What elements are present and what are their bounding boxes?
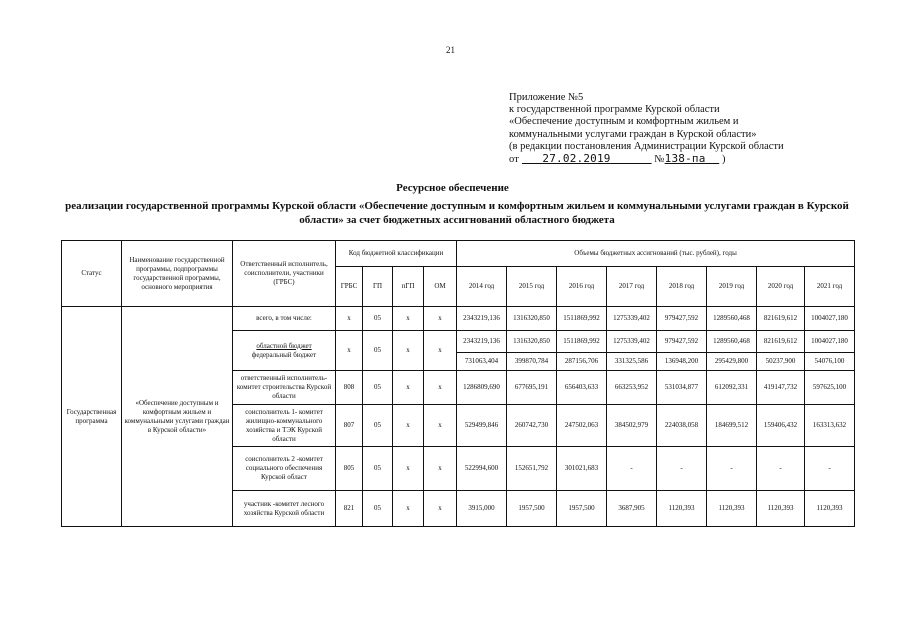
value-cell: 184699,512: [707, 405, 757, 447]
executor-cell: соисполнитель 1- комитет жилищно-коммунального хозяйства и ТЭК Курской области: [233, 405, 336, 447]
header-name: Наименование государственной программы, подпрограммы государственной программы, основного мероприятия: [122, 241, 233, 307]
value-cell: 3687,905: [607, 491, 657, 527]
document-title: Ресурсное обеспечение: [396, 182, 509, 194]
executor-cell: участник -комитет лесного хозяйства Курской области: [233, 491, 336, 527]
value-cell: 50237,900: [757, 353, 805, 371]
appendix-line-4: коммунальными услугами граждан в Курской области»: [509, 128, 757, 140]
appendix-line-2: к государственной программе Курской области: [509, 104, 720, 116]
header-code-om: ОМ: [424, 267, 457, 307]
value-cell: 821619,612: [757, 331, 805, 353]
value-cell: 1286809,690: [457, 371, 507, 405]
value-cell: 1511869,992: [557, 331, 607, 353]
code-cell: 805: [336, 447, 363, 491]
executor-cell: соисполнитель 2 -комитет социального обеспечения Курской област: [233, 447, 336, 491]
value-cell: 260742,730: [507, 405, 557, 447]
header-year: 2018 год: [657, 267, 707, 307]
header-code-group: Код бюджетной классификации: [336, 241, 457, 267]
value-cell: 531034,877: [657, 371, 707, 405]
document-subtitle: реализации государственной программы Курской области «Обеспечение доступным и комфортным жильем и коммунальными услугами граждан в Курской области» за счет бюджетных ассигнований областного бюджета: [65, 200, 849, 226]
header-executor: Ответственный исполнитель, соисполнители, участники (ГРБС): [233, 241, 336, 307]
value-cell: 1316320,850: [507, 331, 557, 353]
code-cell: 05: [363, 371, 393, 405]
value-cell: 419147,732: [757, 371, 805, 405]
header-year: 2016 год: [557, 267, 607, 307]
code-cell: 05: [363, 491, 393, 527]
value-cell: 1957,500: [557, 491, 607, 527]
header-year: 2014 год: [457, 267, 507, 307]
header-year: 2021 год: [805, 267, 855, 307]
header-code-grbs: ГРБС: [336, 267, 363, 307]
value-cell: -: [607, 447, 657, 491]
code-cell: x: [424, 491, 457, 527]
value-cell: 979427,592: [657, 331, 707, 353]
value-cell: 1120,393: [707, 491, 757, 527]
value-cell: 529499,846: [457, 405, 507, 447]
code-cell: x: [336, 331, 363, 371]
number-prefix: №: [654, 154, 665, 166]
value-cell: 1004027,180: [805, 307, 855, 331]
value-cell: 821619,612: [757, 307, 805, 331]
value-cell: 979427,592: [657, 307, 707, 331]
executor-cell: всего, в том числе:: [233, 307, 336, 331]
header-code-gp: ГП: [363, 267, 393, 307]
value-cell: 1316320,850: [507, 307, 557, 331]
appendix-line-3: «Обеспечение доступным и комфортным жильем и: [509, 116, 739, 128]
header-volume-group: Объемы бюджетных ассигнований (тыс. рублей), годы: [457, 241, 855, 267]
code-cell: 807: [336, 405, 363, 447]
code-cell: x: [393, 331, 424, 371]
value-cell: -: [707, 447, 757, 491]
code-cell: 05: [363, 331, 393, 371]
header-year: 2020 год: [757, 267, 805, 307]
code-cell: x: [336, 307, 363, 331]
code-cell: x: [393, 447, 424, 491]
code-cell: 808: [336, 371, 363, 405]
value-cell: 1275339,402: [607, 307, 657, 331]
value-cell: 2343219,136: [457, 307, 507, 331]
code-cell: x: [424, 447, 457, 491]
header-status: Статус: [62, 241, 122, 307]
value-cell: 399870,784: [507, 353, 557, 371]
value-cell: 1289560,468: [707, 307, 757, 331]
resolution-date-line: [509, 153, 829, 166]
value-cell: 656403,633: [557, 371, 607, 405]
header-year: 2015 год: [507, 267, 557, 307]
value-cell: 1120,393: [657, 491, 707, 527]
value-cell: 1004027,180: [805, 331, 855, 353]
value-cell: 331325,586: [607, 353, 657, 371]
code-cell: 05: [363, 307, 393, 331]
value-cell: 159406,432: [757, 405, 805, 447]
resolution-number: 138-па: [664, 152, 706, 166]
header-year: 2019 год: [707, 267, 757, 307]
code-cell: x: [393, 307, 424, 331]
executor-cell: [233, 331, 336, 371]
resolution-date: 27.02.2019: [542, 152, 611, 166]
table-row: [62, 307, 855, 331]
value-cell: -: [805, 447, 855, 491]
value-cell: 522994,600: [457, 447, 507, 491]
value-cell: 247502,063: [557, 405, 607, 447]
executor-cell: ответственный исполнитель- комитет строительства Курской области: [233, 371, 336, 405]
value-cell: 301021,683: [557, 447, 607, 491]
code-cell: 821: [336, 491, 363, 527]
code-cell: x: [393, 405, 424, 447]
appendix-header: [509, 92, 829, 166]
code-cell: x: [424, 405, 457, 447]
value-cell: 1289560,468: [707, 331, 757, 353]
header-year: 2017 год: [607, 267, 657, 307]
header-code-pgp: пГП: [393, 267, 424, 307]
code-cell: 05: [363, 447, 393, 491]
value-cell: 663253,952: [607, 371, 657, 405]
regional-budget-label: областной бюджет: [256, 341, 312, 350]
value-cell: 287156,706: [557, 353, 607, 371]
value-cell: 136948,200: [657, 353, 707, 371]
value-cell: 1120,393: [757, 491, 805, 527]
value-cell: 384502,979: [607, 405, 657, 447]
value-cell: 54076,100: [805, 353, 855, 371]
code-cell: 05: [363, 405, 393, 447]
federal-budget-label: федеральный бюджет: [251, 350, 317, 359]
value-cell: 3915,000: [457, 491, 507, 527]
value-cell: 2343219,136: [457, 331, 507, 353]
value-cell: 152651,792: [507, 447, 557, 491]
date-prefix: от: [509, 154, 520, 166]
value-cell: 224038,058: [657, 405, 707, 447]
resource-table: [61, 240, 855, 527]
value-cell: -: [757, 447, 805, 491]
code-cell: x: [424, 371, 457, 405]
code-cell: x: [393, 491, 424, 527]
value-cell: 1120,393: [805, 491, 855, 527]
value-cell: 597625,100: [805, 371, 855, 405]
value-cell: 295429,800: [707, 353, 757, 371]
value-cell: 677695,191: [507, 371, 557, 405]
appendix-line-1: Приложение №5: [509, 92, 584, 103]
status-cell: Государственная программа: [62, 307, 122, 527]
code-cell: x: [424, 307, 457, 331]
code-cell: x: [393, 371, 424, 405]
code-cell: x: [424, 331, 457, 371]
value-cell: 1957,500: [507, 491, 557, 527]
value-cell: 1275339,402: [607, 331, 657, 353]
value-cell: 731063,404: [457, 353, 507, 371]
program-name-cell: «Обеспечение доступным и комфортным жильем и коммунальными услугами граждан в Курской области»: [122, 307, 233, 527]
page-number: 21: [446, 45, 455, 55]
value-cell: 612092,331: [707, 371, 757, 405]
value-cell: 163313,632: [805, 405, 855, 447]
value-cell: 1511869,992: [557, 307, 607, 331]
appendix-line-5: (в редакции постановления Администрации Курской области: [509, 140, 784, 152]
value-cell: -: [657, 447, 707, 491]
date-suffix: ): [722, 154, 726, 166]
